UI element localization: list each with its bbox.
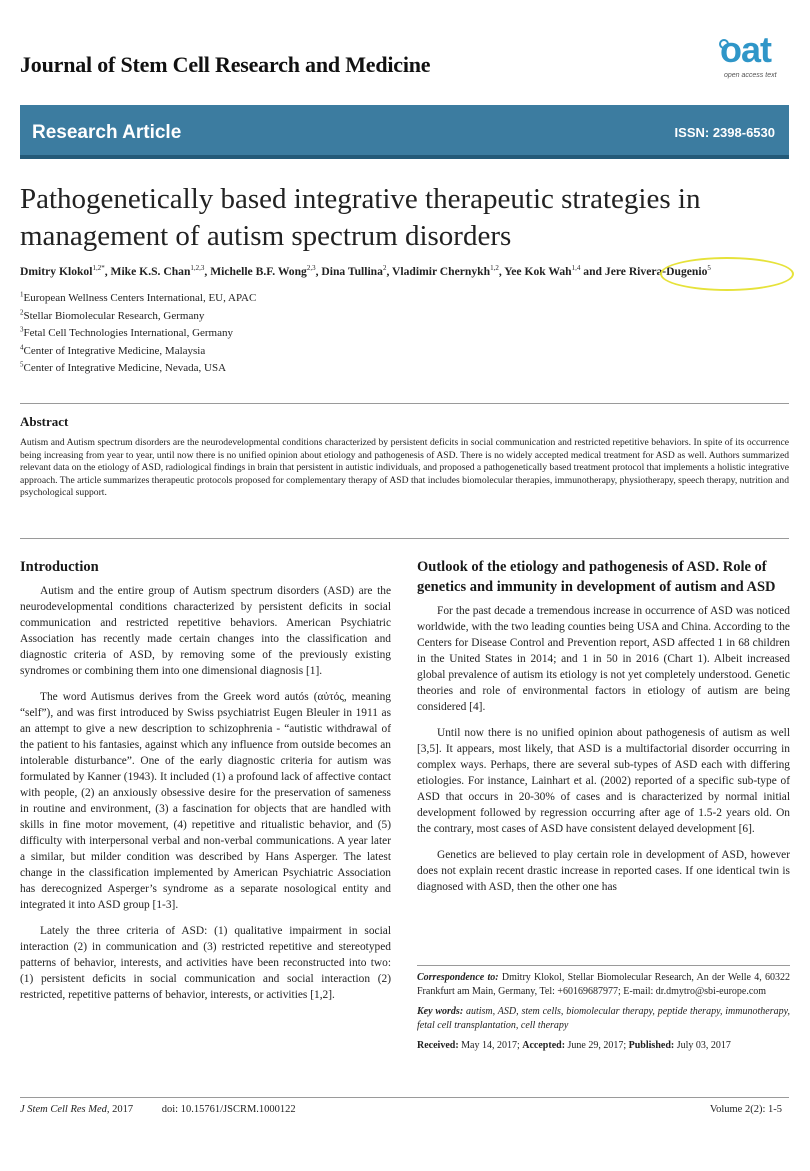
article-type: Research Article [32,122,182,143]
year: 2017 [112,1104,134,1115]
journal-name: Journal of Stem Cell Research and Medicine [20,52,431,77]
logo-subtext: open access text [724,72,777,79]
affiliations [20,290,256,378]
keywords: Key words: autism, ASD, stem cells, biomolecular therapy, peptide therapy, immunotherapy, fetal cell transplantation, cell therapy [417,1006,790,1031]
author[interactable]: Dina Tullina$^2$ [321,264,387,278]
oat-logo[interactable] [716,29,794,86]
affiliation-item: $^3$Fetal Cell Technologies International, Germany [20,325,233,339]
abstract-heading: Abstract [20,414,69,429]
article-title: Pathogenetically based integrative therapeutic strategies in management of autism spectrum disorders [20,183,701,252]
article-type-banner [20,105,789,159]
right-column [417,557,790,905]
abstract-text: Autism and Autism spectrum disorders are the neurodevelopmental conditions characterized by persistent deficits in social communication and restricted repetitive behaviors. In spite of its occurrence being increasing from year to year, until now there is no unified opinion about etiology and pathogenesis of ASD. There is no widely accepted medical treatment for ASD as well. Authors summarized relevant data on the etiology of ASD, radiological findings in brain that persistent in autistic individuals, and proposed a pathogenetically based treatment protocol that implements a holistic integrative approach. The article summarizes therapeutic protocols proposed for complementary therapy of ASD that includes biomolecular therapies, immunotherapy, physiotherapy, speech therapy, nutrition and psychological support. [20,437,789,498]
affiliation-item: $^1$European Wellness Centers International, EU, APAC [20,290,257,304]
volume-pages: Volume 2(2): 1-5 [709,1104,782,1115]
introduction-heading: Introduction [20,559,99,575]
issn: ISSN: 2398-6530 [674,125,775,140]
author-list: Dmitry Klokol$^{1,2*}$, Mike K.S. Chan$^{1,2,3}$, Michelle B.F. Wong$^{2,3}$, Dina Tullina$^2$, Vladimir Chernykh$^{1,2}$, Yee Kok Wah$^{1,4}$ and Jere Rivera-Dugenio$^5$ [20,264,711,278]
affiliation-item: $^4$Center of Integrative Medicine, Malaysia [20,342,206,357]
footer-citation [20,1104,296,1115]
introduction-paragraph: Autism and the entire group of Autism spectrum disorders (ASD) are the neurodevelopmental conditions characterized by persistent deficits in social communication and restricted repetitive behaviors. American Psychiatric Association has recently made certain changes into the classification and diagnostic criteria of ASD, by removing some of the previously existing syndromes or combining them into one dimensional diagnosis [1]. [20,585,391,677]
affiliation-item: $^5$Center of Integrative Medicine, Nevada, USA [20,360,227,374]
outlook-paragraph: For the past decade a tremendous increase in occurrence of ASD was noticed worldwide, with the two leading counties being USA and China. According to the Centers for Disease Control and Prevention report, ASD affected 1 in 68 children in the United States in 2014; and 1 in 50 in 2016 (Chart 1). Albeit increased global prevalence of autism its etiology is not yet completely understood. Genetic theories and role of environmental factors in etiology of autism are being considered [4]. [417,605,790,713]
author[interactable]: Dmitry Klokol$^{1,2*}$ [20,264,105,278]
outlook-heading: Outlook of the etiology and pathogenesis of ASD. Role of genetics and immunity in development of autism and ASD [417,559,776,595]
outlook-paragraph: Until now there is no unified opinion about pathogenesis of autism as well [3,5]. It appears, most likely, that ASD is a multifactorial disorder occurring in complex ways. Perhaps, there are several sub-types of ASD each with differing etiologies. For instance, Lainhart et al. (2002) reported of a specific sub-type of ASD that occurs in 20-30% of cases and is characterized by normal initial development followed by regression occurring after age of 1.5-2 years old. On the contrary, most cases of ASD have consistent delayed development [6]. [417,727,790,835]
correspondence-box [417,965,790,1059]
article-dates: Received: May 14, 2017; Accepted: June 29, 2017; Published: July 03, 2017 [417,1040,731,1051]
correspondence-text[interactable]: Dmitry Klokol, Stellar Biomolecular Research, An der Welle 4, 60322 Frankfurt am Main, Germany, Tel: +60169687977; E-mail: dr.dmytro@sbi-europe.com [417,972,791,997]
doi[interactable]: doi: 10.15761/JSCRM.1000122 [161,1104,296,1115]
divider [417,965,790,966]
footer-divider [20,1097,789,1098]
author[interactable]: Michelle B.F. Wong$^{2,3}$ [210,264,316,278]
introduction-paragraph: Lately the three criteria of ASD: (1) qualitative impairment in social interaction (2) in communication and (3) restricted repetitive and stereotyped patterns of behavior, interests, and activities have been reconstructed into two: (1) persistent deficits in social communication and social interaction (2) restricted, repetitive patterns of behavior, interests, or activities [1,2]. [20,925,391,1001]
divider [20,538,789,539]
introduction-paragraph: The word Autismus derives from the Greek word autós (αὐτός, meaning “self”), and was first introduced by Swiss psychiatrist Eugen Bleuler in 1911 as an attempt to give a new description to schizophrenia - “autistic withdrawal of the patient to his fantasies, against which any influence from outside becomes an intolerable disturbance”. One of the early diagnostic criteria for autism was formulated by Kanner (1943). It included (1) a profound lack of affective contact with people, (2) an anxiously obsessive desire for the preservation of sameness in routine and environment, (3) a fascination for objects that are handled with skills in fine motor movement, (4) repetitive and ritualistic behavior, and (5) difficulty with interpersonal verbal and non-verbal communications. A year later a similar, but milder condition was described by Hans Asperger. The latest change in the classification implemented by American Psychiatric Association has derecognized Asperger’s syndrome as a separate nosological entity and integrated it into ASD group [1-3]. [20,691,391,911]
author[interactable]: Yee Kok Wah$^{1,4}$ [504,264,581,278]
affiliation-item: $^2$Stellar Biomolecular Research, Germany [20,307,205,322]
highlight-ellipse-annotation [660,257,794,291]
author[interactable]: Mike K.S. Chan$^{1,2,3}$ [110,264,205,278]
logo-text: oat [720,29,771,70]
logo-ring-icon [718,38,730,50]
author[interactable]: Vladimir Chernykh$^{1,2}$ [392,264,499,278]
author-conjunction: and [583,265,602,278]
left-column [20,557,391,1013]
journal-abbrev: J Stem Cell Res Med, [20,1104,110,1115]
outlook-paragraph: Genetics are believed to play certain role in development of ASD, however does not explain recent drastic increase in reported cases. If one identical twin is diagnosed with ASD, then the other one has [417,849,790,893]
author-highlighted[interactable]: Jere Rivera-Dugenio$^5$ [604,264,711,278]
divider [20,403,789,404]
correspondence: Correspondence to: Dmitry Klokol, Stellar Biomolecular Research, An der Welle 4, 60322 Frankfurt am Main, Germany, Tel: +60169687977; E-mail: dr.dmytro@sbi-europe.com [417,972,791,997]
